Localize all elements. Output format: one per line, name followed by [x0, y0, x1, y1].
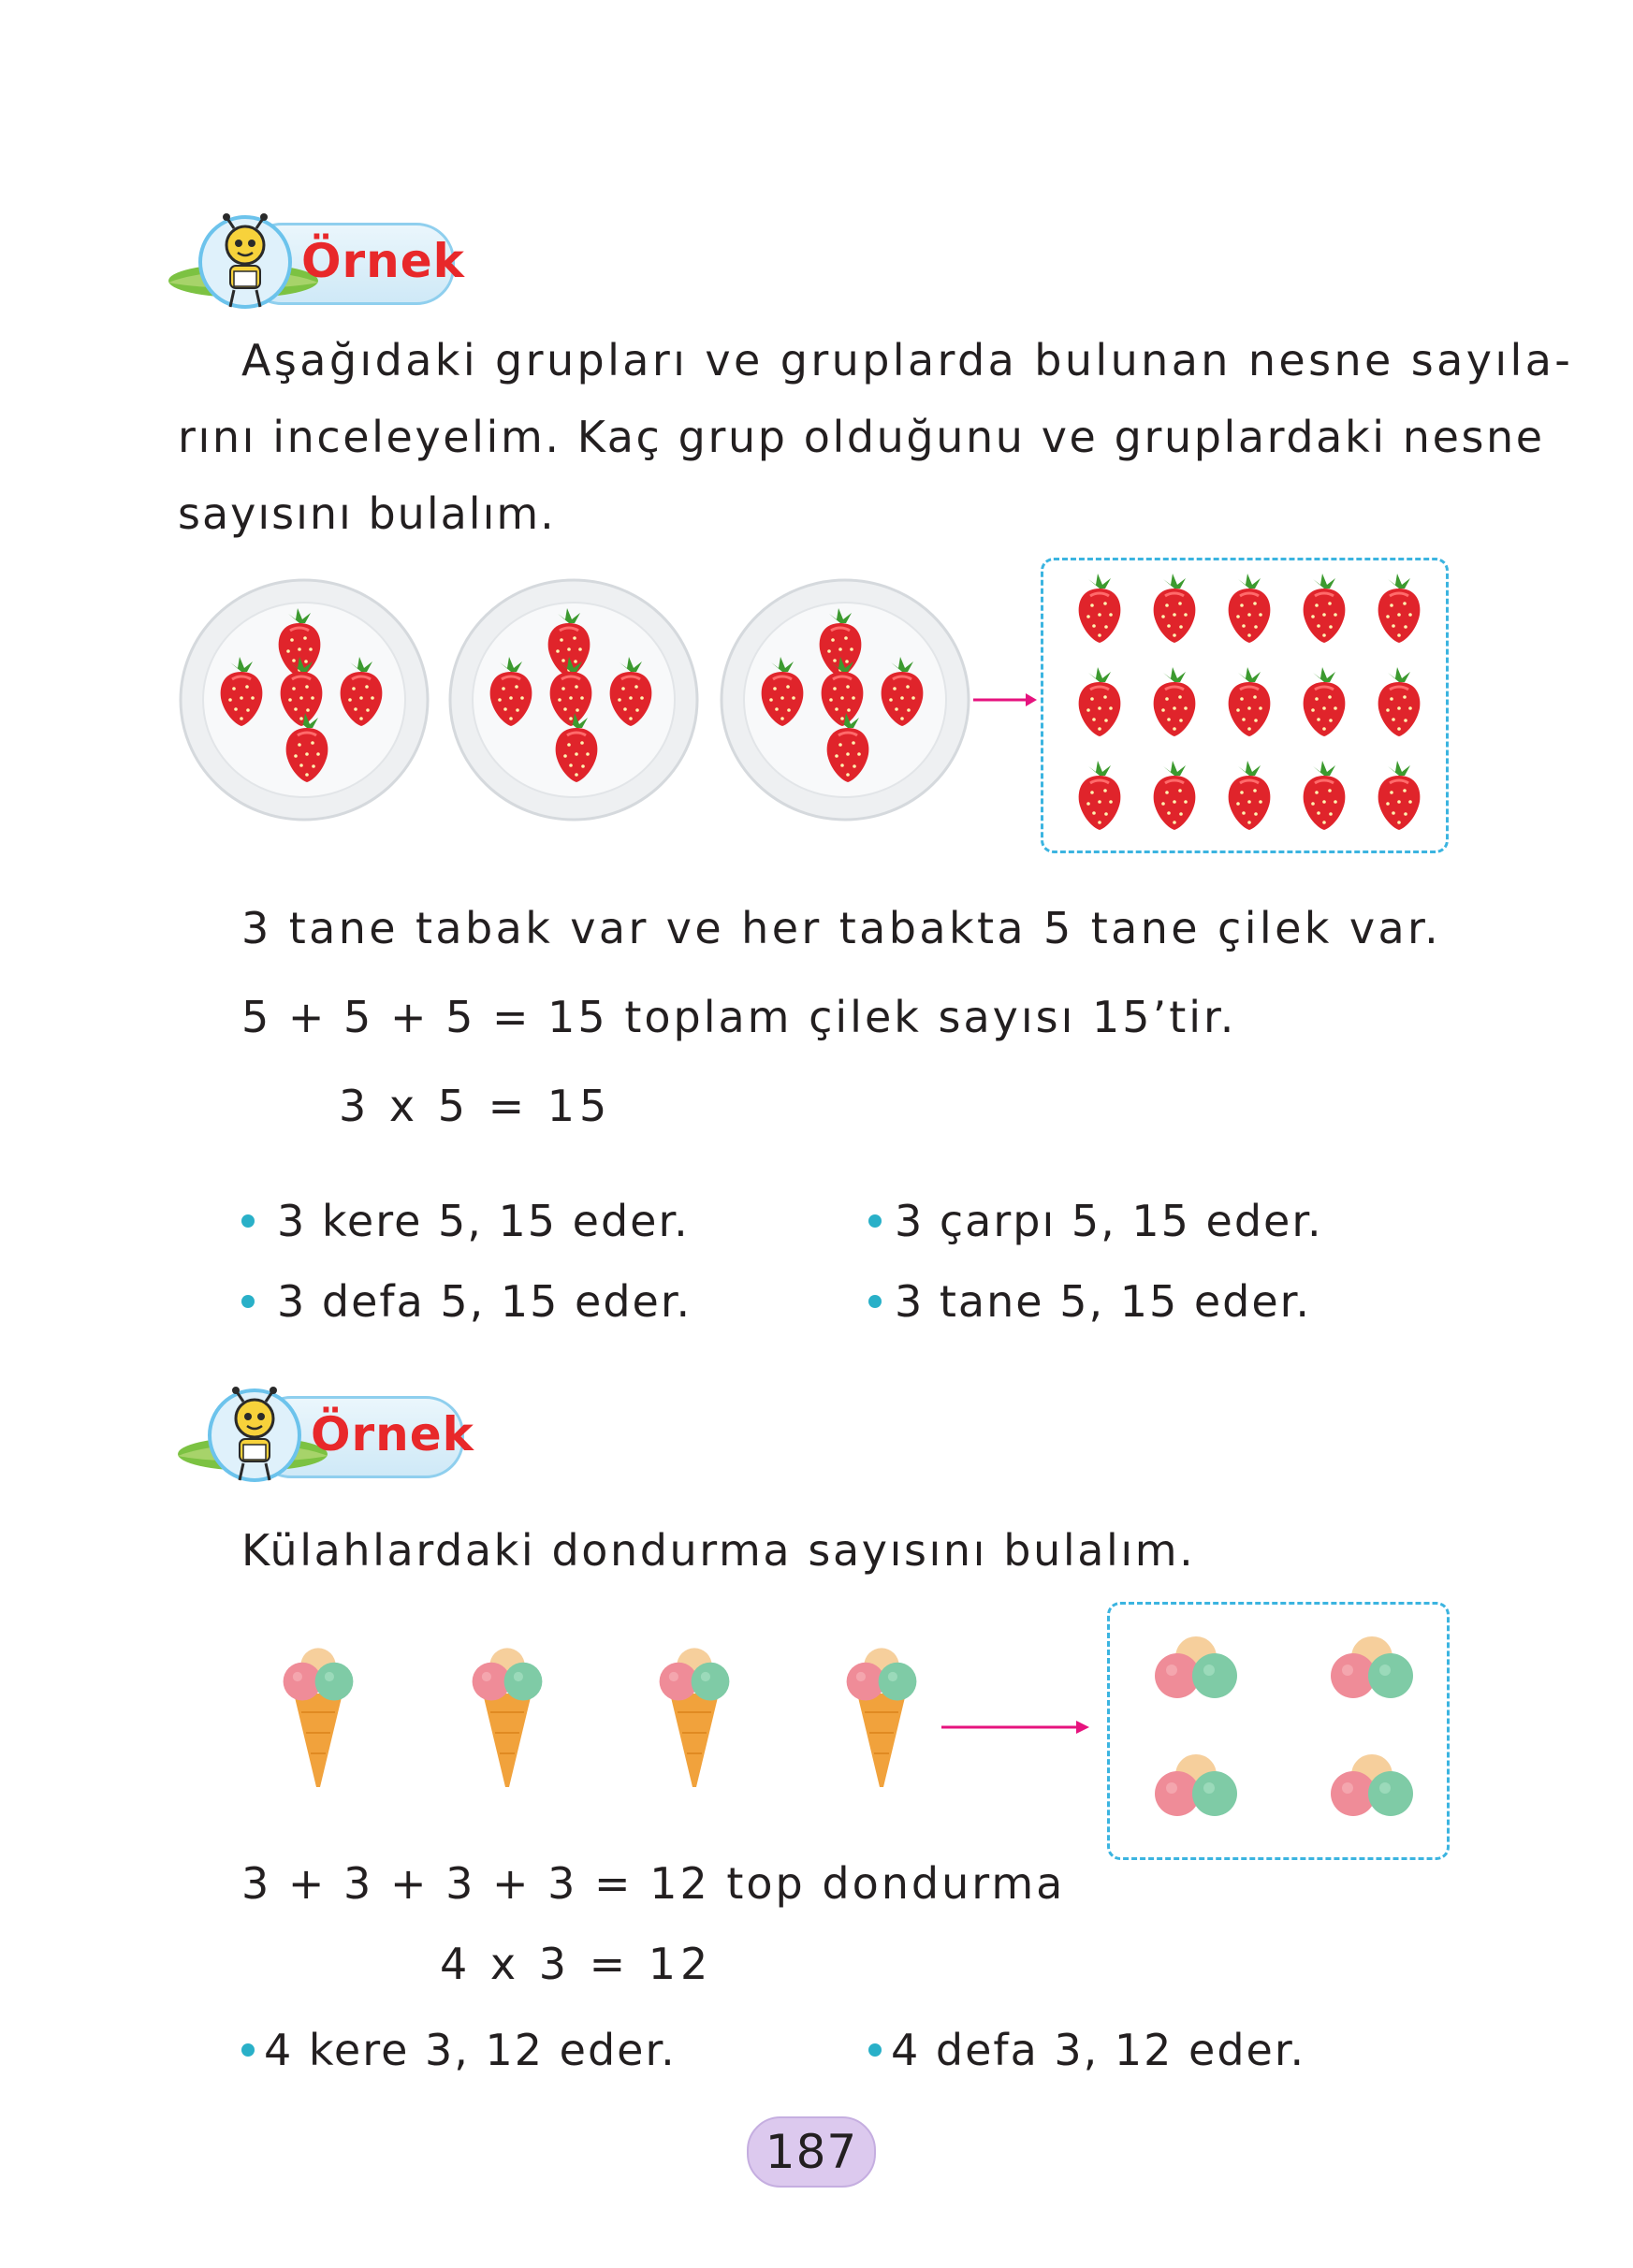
ice-cream-cone-icon: [284, 1648, 354, 1787]
arrow-right-icon: [941, 1718, 1091, 1737]
multiplication-line: 4 x 3 = 12: [440, 1939, 713, 1989]
addition-line: 3 + 3 + 3 + 3 = 12 top dondurma: [241, 1858, 1066, 1909]
intro-line: Külahlardaki dondurma sayısını bulalım.: [241, 1525, 1196, 1576]
bullet-icon: [868, 1295, 882, 1308]
cone-4: [835, 1647, 928, 1806]
multiplication-line: 3 x 5 = 15: [339, 1081, 612, 1131]
intro-line-2: rını inceleyelim. Kaç grup olduğunu ve gruplardaki nesne: [178, 412, 1545, 462]
reading-item: 3 defa 5, 15 eder.: [241, 1276, 692, 1327]
scoop-grid: [1110, 1605, 1447, 1857]
ice-cream-cone-icon: [847, 1648, 917, 1787]
page-number: 187: [747, 2116, 876, 2188]
addition-line: 5 + 5 + 5 = 15 toplam çilek sayısı 15’tir.: [241, 992, 1237, 1042]
bullet-icon: [241, 1295, 255, 1308]
arrow-right-icon: [973, 691, 1039, 709]
bullet-icon: [868, 1214, 882, 1228]
bullet-icon: [241, 1214, 255, 1228]
strawberry-total-box: [1041, 558, 1449, 853]
reading-item: 4 defa 3, 12 eder.: [868, 2025, 1305, 2075]
strawberry-grid: [1043, 560, 1446, 850]
ice-cream-cone-icon: [660, 1648, 730, 1787]
intro-line-1: Aşağıdaki grupları ve gruplarda bulunan nesne sayıla-: [241, 335, 1574, 385]
bullet-icon: [868, 2043, 882, 2057]
cone-2: [460, 1647, 554, 1806]
example-header-label: Örnek: [311, 1407, 474, 1461]
reading-item: 3 kere 5, 15 eder.: [241, 1196, 690, 1246]
reading-item: 3 tane 5, 15 eder.: [868, 1276, 1311, 1327]
reading-item: 3 çarpı 5, 15 eder.: [868, 1196, 1323, 1246]
plate-3: [719, 578, 971, 821]
cone-1: [271, 1647, 365, 1806]
example-header-label: Örnek: [301, 234, 465, 288]
plate-1: [178, 578, 430, 821]
statement-line: 3 tane tabak var ve her tabakta 5 tane çilek var.: [241, 903, 1442, 953]
example-header-2: [178, 1387, 487, 1490]
bullet-icon: [241, 2043, 255, 2057]
scoop-total-box: [1107, 1602, 1450, 1860]
cone-3: [648, 1647, 741, 1806]
example-header-1: [168, 213, 477, 316]
reading-item: 4 kere 3, 12 eder.: [241, 2025, 677, 2075]
plate-2: [447, 578, 700, 821]
intro-line-3: sayısını bulalım.: [178, 488, 556, 539]
ice-cream-cone-icon: [473, 1648, 543, 1787]
